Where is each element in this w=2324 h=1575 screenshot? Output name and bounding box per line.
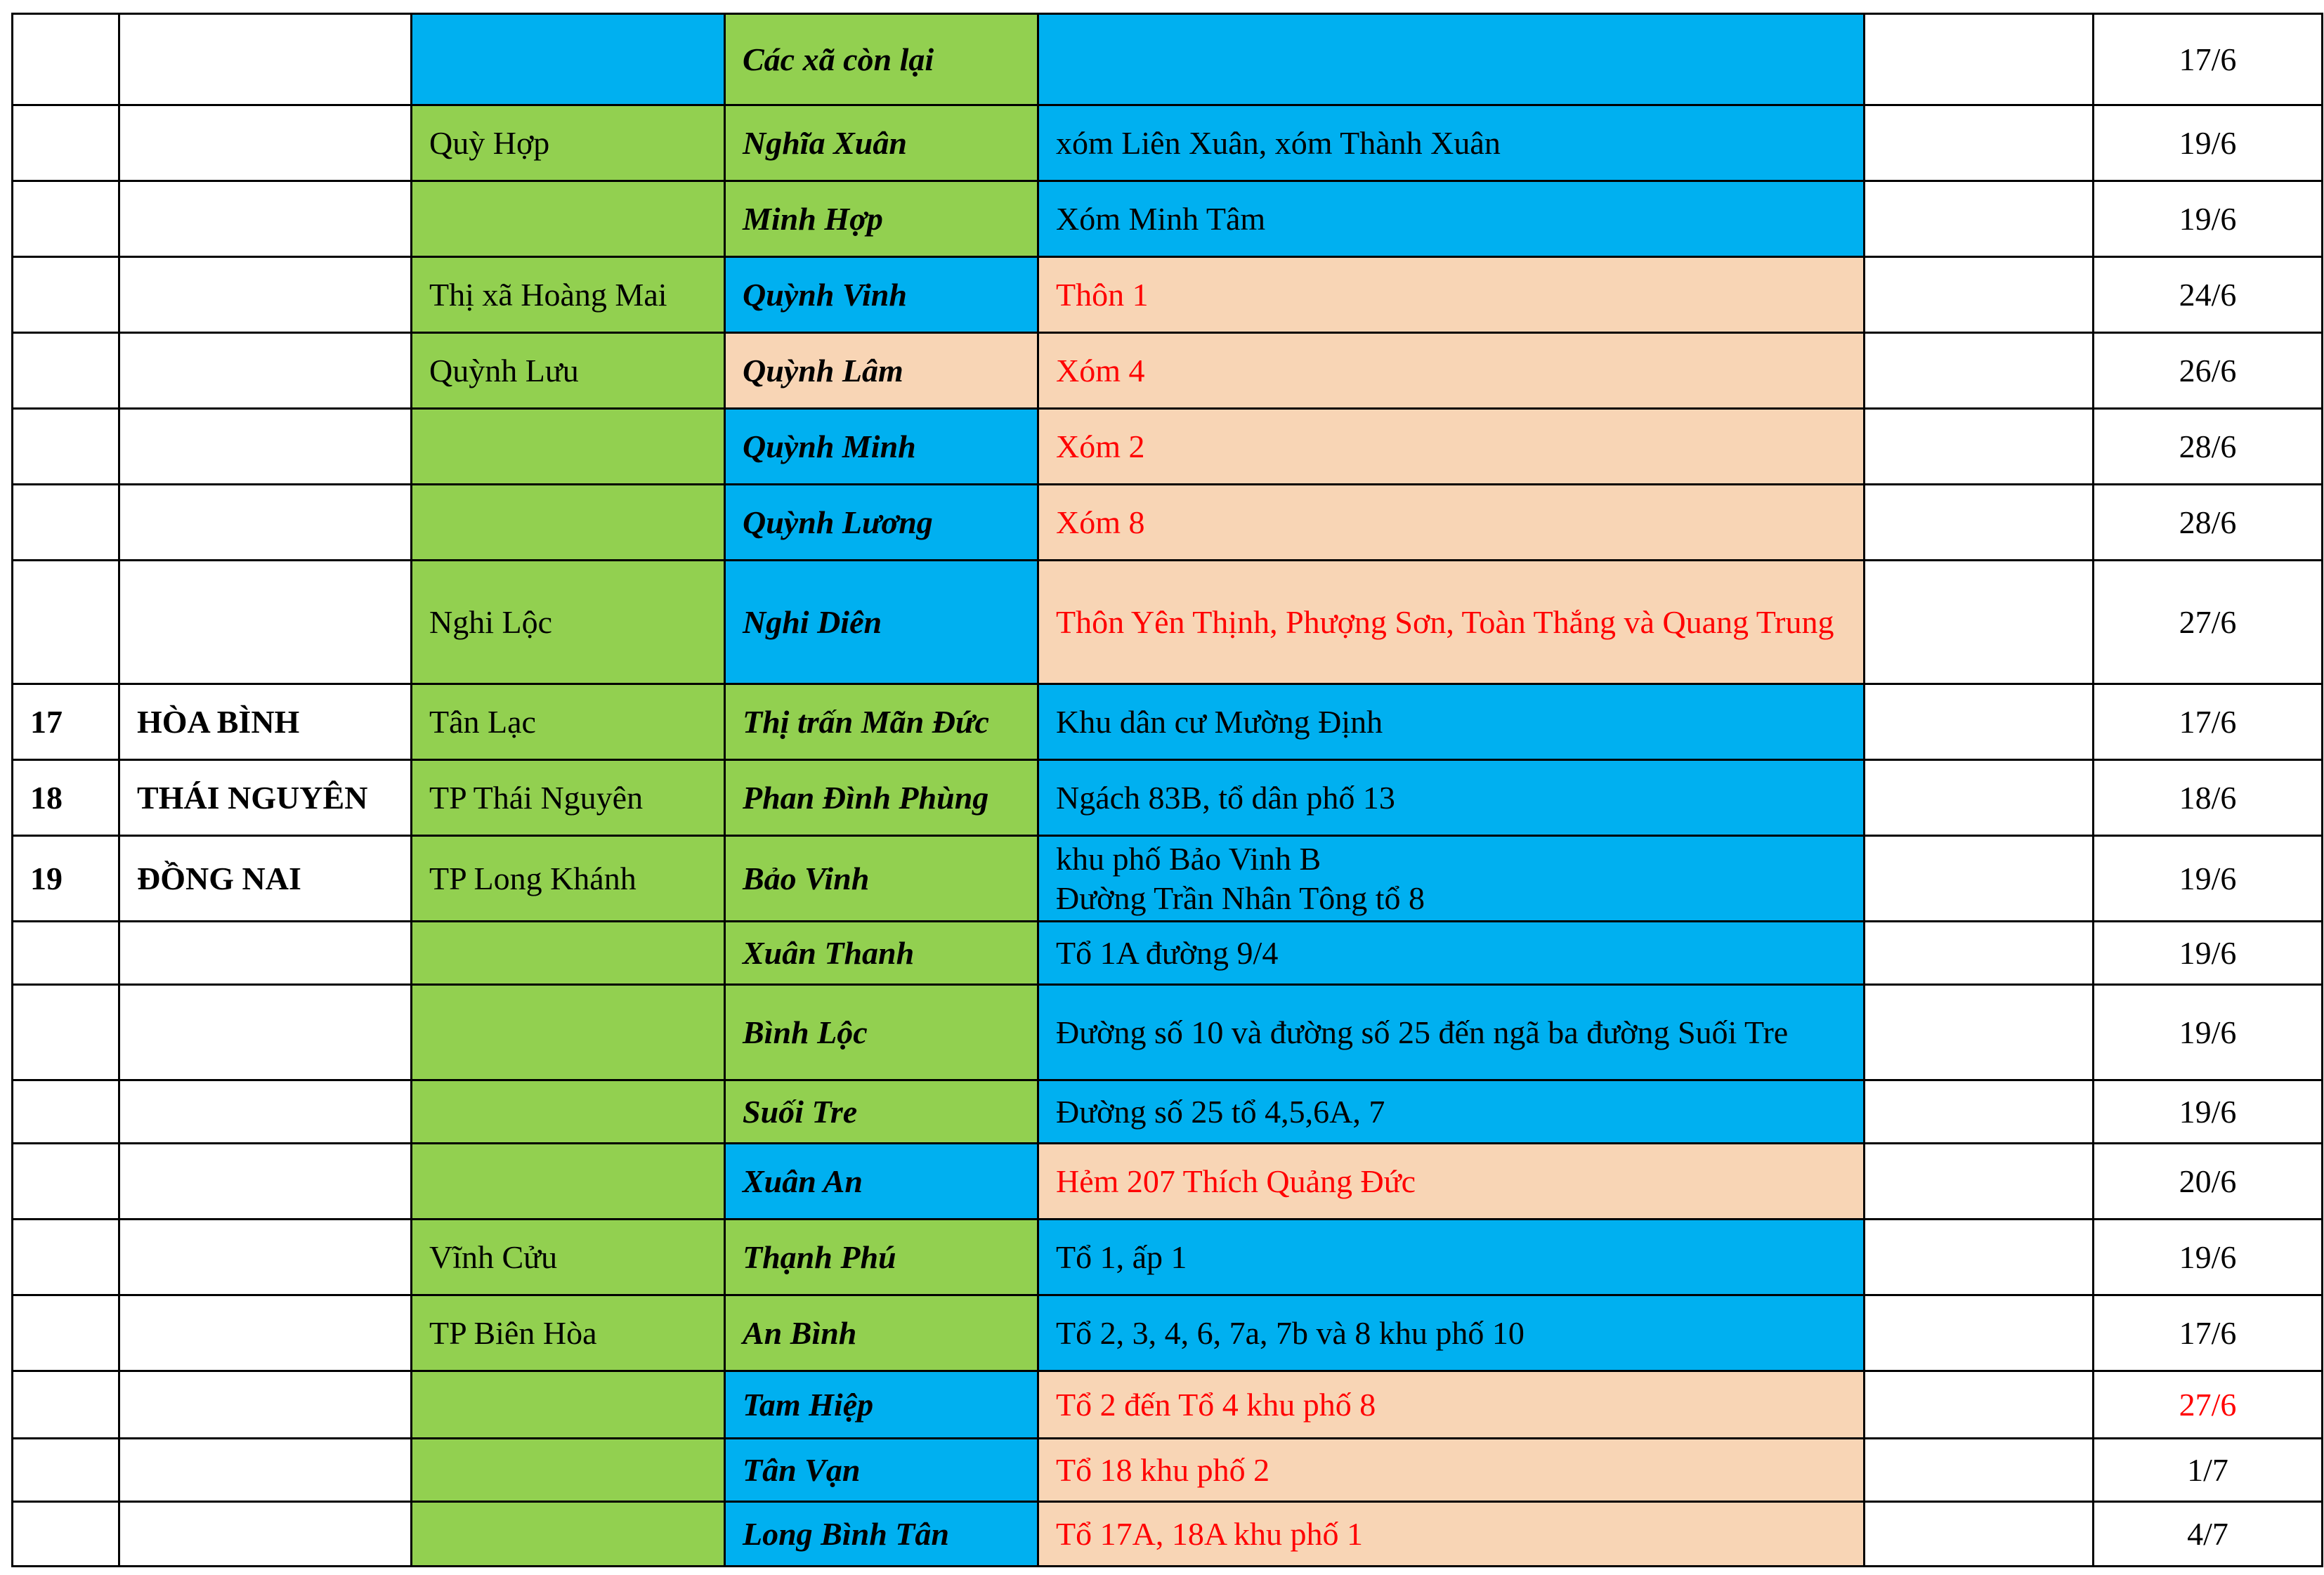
date-cell: 28/6	[2094, 485, 2323, 561]
area-cell: Tổ 2 đến Tổ 4 khu phố 8	[1038, 1371, 1865, 1439]
stt-cell	[13, 105, 119, 181]
commune-cell: Thị trấn Mãn Đức	[725, 684, 1038, 760]
district-cell: Nghi Lộc	[412, 561, 725, 684]
district-cell: Vĩnh Cửu	[412, 1220, 725, 1295]
date-cell: 27/6	[2094, 1371, 2323, 1439]
province-cell: HÒA BÌNH	[119, 684, 412, 760]
province-cell	[119, 181, 412, 257]
blank-cell	[1865, 105, 2094, 181]
area-line: Đường Trần Nhân Tông tổ 8	[1056, 880, 1425, 916]
table-row	[13, 561, 2323, 684]
blank-cell	[1865, 181, 2094, 257]
stt-cell	[13, 922, 119, 985]
table-row	[13, 1220, 2323, 1295]
province-cell	[119, 257, 412, 333]
table-row	[13, 14, 2323, 105]
stt-cell	[13, 1144, 119, 1220]
province-cell	[119, 1439, 412, 1502]
province-cell	[119, 985, 412, 1080]
province-cell	[119, 1502, 412, 1567]
date-cell: 17/6	[2094, 684, 2323, 760]
area-cell: xóm Liên Xuân, xóm Thành Xuân	[1038, 105, 1865, 181]
commune-cell: Các xã còn lại	[725, 14, 1038, 105]
area-cell	[1038, 14, 1865, 105]
blank-cell	[1865, 922, 2094, 985]
stt-cell	[13, 257, 119, 333]
stt-cell: 19	[13, 836, 119, 922]
province-cell	[119, 333, 412, 409]
province-cell: ĐỒNG NAI	[119, 836, 412, 922]
commune-cell: Bình Lộc	[725, 985, 1038, 1080]
commune-cell: Phan Đình Phùng	[725, 760, 1038, 836]
table-row	[13, 105, 2323, 181]
province-cell	[119, 561, 412, 684]
area-cell: Xóm 2	[1038, 409, 1865, 485]
commune-cell: Tam Hiệp	[725, 1371, 1038, 1439]
district-cell	[412, 409, 725, 485]
blank-cell	[1865, 1080, 2094, 1144]
district-cell: Quỳ Hợp	[412, 105, 725, 181]
date-cell: 1/7	[2094, 1439, 2323, 1502]
province-cell	[119, 1295, 412, 1371]
commune-cell: Xuân Thanh	[725, 922, 1038, 985]
area-cell: Hẻm 207 Thích Quảng Đức	[1038, 1144, 1865, 1220]
blank-cell	[1865, 985, 2094, 1080]
commune-cell: Quỳnh Lương	[725, 485, 1038, 561]
province-cell	[119, 1371, 412, 1439]
stt-cell	[13, 561, 119, 684]
area-cell: Xóm Minh Tâm	[1038, 181, 1865, 257]
blank-cell	[1865, 684, 2094, 760]
table-row	[13, 1439, 2323, 1502]
date-cell: 20/6	[2094, 1144, 2323, 1220]
province-cell	[119, 14, 412, 105]
date-cell: 4/7	[2094, 1502, 2323, 1567]
area-line: khu phố Bảo Vinh B	[1056, 840, 1321, 877]
area-cell: Thôn Yên Thịnh, Phượng Sơn, Toàn Thắng và Quang Trung	[1038, 561, 1865, 684]
date-cell: 17/6	[2094, 1295, 2323, 1371]
district-cell: TP Biên Hòa	[412, 1295, 725, 1371]
blank-cell	[1865, 1220, 2094, 1295]
blank-cell	[1865, 760, 2094, 836]
stt-cell	[13, 181, 119, 257]
date-cell: 26/6	[2094, 333, 2323, 409]
district-cell	[412, 1502, 725, 1567]
stt-cell	[13, 1080, 119, 1144]
area-cell: Khu dân cư Mường Định	[1038, 684, 1865, 760]
district-cell	[412, 1144, 725, 1220]
province-cell	[119, 1080, 412, 1144]
stt-cell	[13, 1220, 119, 1295]
commune-cell: Tân Vạn	[725, 1439, 1038, 1502]
table-row	[13, 1502, 2323, 1567]
commune-cell: Quỳnh Minh	[725, 409, 1038, 485]
commune-cell: Thạnh Phú	[725, 1220, 1038, 1295]
blank-cell	[1865, 409, 2094, 485]
stt-cell	[13, 1371, 119, 1439]
district-cell	[412, 1439, 725, 1502]
table-row	[13, 836, 2323, 922]
district-cell: Thị xã Hoàng Mai	[412, 257, 725, 333]
blank-cell	[1865, 1371, 2094, 1439]
table-row	[13, 1144, 2323, 1220]
table-row	[13, 922, 2323, 985]
table-row	[13, 684, 2323, 760]
commune-cell: Suối Tre	[725, 1080, 1038, 1144]
table-row	[13, 485, 2323, 561]
district-cell	[412, 181, 725, 257]
stt-cell	[13, 1439, 119, 1502]
date-cell: 19/6	[2094, 922, 2323, 985]
blank-cell	[1865, 1144, 2094, 1220]
date-cell: 19/6	[2094, 1080, 2323, 1144]
table-row	[13, 181, 2323, 257]
blank-cell	[1865, 1439, 2094, 1502]
table-row	[13, 257, 2323, 333]
area-cell: Tổ 1, ấp 1	[1038, 1220, 1865, 1295]
district-cell	[412, 985, 725, 1080]
stt-cell	[13, 409, 119, 485]
table-row	[13, 985, 2323, 1080]
stt-cell	[13, 485, 119, 561]
district-cell	[412, 14, 725, 105]
date-cell: 18/6	[2094, 760, 2323, 836]
district-cell	[412, 922, 725, 985]
province-cell	[119, 1220, 412, 1295]
date-cell: 19/6	[2094, 181, 2323, 257]
table-row	[13, 1295, 2323, 1371]
stt-cell	[13, 14, 119, 105]
district-cell: Tân Lạc	[412, 684, 725, 760]
province-cell	[119, 105, 412, 181]
blank-cell	[1865, 1502, 2094, 1567]
stt-cell	[13, 985, 119, 1080]
blank-cell	[1865, 485, 2094, 561]
district-cell	[412, 1080, 725, 1144]
date-cell: 27/6	[2094, 561, 2323, 684]
date-cell: 19/6	[2094, 836, 2323, 922]
stt-cell: 17	[13, 684, 119, 760]
area-cell: Ngách 83B, tổ dân phố 13	[1038, 760, 1865, 836]
area-cell: Thôn 1	[1038, 257, 1865, 333]
district-cell: Quỳnh Lưu	[412, 333, 725, 409]
table-row	[13, 760, 2323, 836]
date-cell: 17/6	[2094, 14, 2323, 105]
table-row	[13, 1371, 2323, 1439]
stt-cell	[13, 1502, 119, 1567]
province-cell	[119, 485, 412, 561]
commune-cell: Quỳnh Lâm	[725, 333, 1038, 409]
commune-cell: Minh Hợp	[725, 181, 1038, 257]
date-cell: 19/6	[2094, 105, 2323, 181]
stt-cell	[13, 333, 119, 409]
date-cell: 19/6	[2094, 1220, 2323, 1295]
date-cell: 19/6	[2094, 985, 2323, 1080]
stt-cell: 18	[13, 760, 119, 836]
date-cell: 28/6	[2094, 409, 2323, 485]
blank-cell	[1865, 561, 2094, 684]
province-cell: THÁI NGUYÊN	[119, 760, 412, 836]
blank-cell	[1865, 14, 2094, 105]
commune-cell: Long Bình Tân	[725, 1502, 1038, 1567]
district-cell	[412, 485, 725, 561]
province-cell	[119, 1144, 412, 1220]
province-cell	[119, 409, 412, 485]
district-cell	[412, 1371, 725, 1439]
table-row	[13, 409, 2323, 485]
commune-cell: Quỳnh Vinh	[725, 257, 1038, 333]
commune-cell: An Bình	[725, 1295, 1038, 1371]
outbreak-table	[11, 13, 2323, 1567]
area-cell: Tổ 17A, 18A khu phố 1	[1038, 1502, 1865, 1567]
area-cell: Tổ 2, 3, 4, 6, 7a, 7b và 8 khu phố 10	[1038, 1295, 1865, 1371]
blank-cell	[1865, 1295, 2094, 1371]
district-cell: TP Long Khánh	[412, 836, 725, 922]
table-row	[13, 333, 2323, 409]
province-cell	[119, 922, 412, 985]
area-cell: Tổ 1A đường 9/4	[1038, 922, 1865, 985]
area-cell: Đường số 10 và đường số 25 đến ngã ba đường Suối Tre	[1038, 985, 1865, 1080]
area-cell: Tổ 18 khu phố 2	[1038, 1439, 1865, 1502]
area-cell: Xóm 8	[1038, 485, 1865, 561]
blank-cell	[1865, 257, 2094, 333]
commune-cell: Xuân An	[725, 1144, 1038, 1220]
blank-cell	[1865, 333, 2094, 409]
date-cell: 24/6	[2094, 257, 2323, 333]
table-row	[13, 1080, 2323, 1144]
stt-cell	[13, 1295, 119, 1371]
area-cell: Xóm 4	[1038, 333, 1865, 409]
commune-cell: Nghi Diên	[725, 561, 1038, 684]
commune-cell: Bảo Vinh	[725, 836, 1038, 922]
area-cell	[1038, 836, 1865, 922]
blank-cell	[1865, 836, 2094, 922]
commune-cell: Nghĩa Xuân	[725, 105, 1038, 181]
area-cell: Đường số 25 tổ 4,5,6A, 7	[1038, 1080, 1865, 1144]
district-cell: TP Thái Nguyên	[412, 760, 725, 836]
